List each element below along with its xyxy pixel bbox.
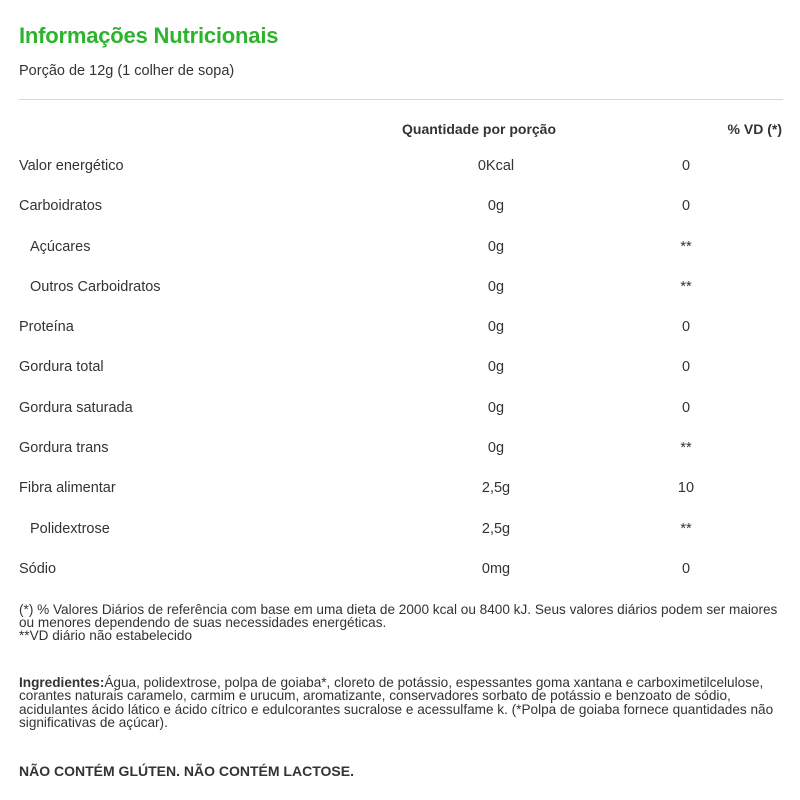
- nutrient-quantity: 0g: [487, 278, 505, 295]
- nutrient-quantity: 0g: [487, 399, 505, 416]
- nutrient-quantity: 0g: [487, 359, 505, 376]
- portion-text: Porção de 12g (1 colher de sopa): [19, 63, 235, 79]
- ingredients-label: Ingredientes:: [19, 675, 105, 690]
- table-row: [0, 470, 800, 510]
- nutrient-name: Sódio: [19, 560, 57, 577]
- nutrition-table: [0, 148, 800, 591]
- nutrient-vd: **: [680, 278, 692, 295]
- nutrient-vd: 0: [681, 158, 691, 174]
- table-row: [0, 349, 800, 389]
- column-header-vd: % VD (*): [727, 121, 782, 137]
- nutrient-name: Valor energético: [19, 158, 124, 174]
- nutrient-quantity: 0mg: [481, 560, 511, 577]
- nutrient-vd: 0: [681, 198, 691, 215]
- table-row: [0, 269, 800, 309]
- column-header-quantity: Quantidade por porção: [402, 121, 557, 137]
- nutrient-quantity: 0g: [487, 440, 505, 457]
- vd-reference-note: (*) % Valores Diários de referência com base em uma dieta de 2000 kcal ou 8400 kJ. Seus valores diários podem ser maiores ou menores dependendo de suas necessidades energéticas.: [19, 602, 778, 630]
- vd-not-established-note: **VD diário não estabelecido: [19, 628, 193, 643]
- table-row: [0, 148, 800, 188]
- nutrient-quantity: 0g: [487, 238, 505, 255]
- table-row: [0, 229, 800, 269]
- nutrient-name: Proteína: [19, 319, 74, 336]
- nutrient-name: Gordura saturada: [19, 399, 133, 416]
- allergen-statement: NÃO CONTÉM GLÚTEN. NÃO CONTÉM LACTOSE.: [19, 763, 354, 779]
- nutrient-quantity: 0g: [487, 319, 505, 336]
- nutrient-name: Polidextrose: [30, 520, 110, 537]
- ingredients-block: [19, 676, 789, 730]
- table-row: [0, 430, 800, 470]
- nutrient-quantity: 2,5g: [481, 480, 511, 497]
- nutrient-vd: 0: [681, 399, 691, 416]
- nutrient-name: Açúcares: [30, 238, 91, 255]
- table-row: [0, 390, 800, 430]
- nutrient-vd: 10: [677, 480, 695, 497]
- table-row: [0, 188, 800, 228]
- nutrient-vd: 0: [681, 319, 691, 336]
- nutrient-vd: **: [680, 238, 692, 255]
- nutrient-vd: 0: [681, 359, 691, 376]
- nutrient-name: Gordura trans: [19, 440, 109, 457]
- table-row: [0, 511, 800, 551]
- nutrient-name: Gordura total: [19, 359, 104, 376]
- table-row: [0, 309, 800, 349]
- nutrient-name: Carboidratos: [19, 198, 103, 215]
- footnotes: [19, 603, 789, 642]
- nutrient-quantity: 0Kcal: [477, 158, 515, 174]
- nutrient-quantity: 0g: [487, 198, 505, 215]
- nutrient-name: Fibra alimentar: [19, 480, 116, 497]
- ingredients-text: Água, polidextrose, polpa de goiaba*, cloreto de potássio, espessantes goma xantana e carboximetilcelulose, corantes naturais caramelo, carmim e urucum, aromatizante, conservadores sorbato de potássio e benzoato de sódio, acidulantes ácido lático e ácido cítrico e edulcorantes sucralose e acessulfame k. (*Polpa de goiaba fornece quantidades não significativas de açúcar).: [19, 675, 774, 731]
- nutrient-vd: 0: [681, 560, 691, 577]
- nutrition-title: Informações Nutricionais: [19, 23, 279, 48]
- nutrient-quantity: 2,5g: [481, 520, 511, 537]
- nutrient-name: Outros Carboidratos: [30, 278, 161, 295]
- table-row: [0, 551, 800, 591]
- nutrient-vd: **: [680, 440, 692, 457]
- divider: [19, 99, 783, 100]
- nutrient-vd: **: [680, 520, 692, 537]
